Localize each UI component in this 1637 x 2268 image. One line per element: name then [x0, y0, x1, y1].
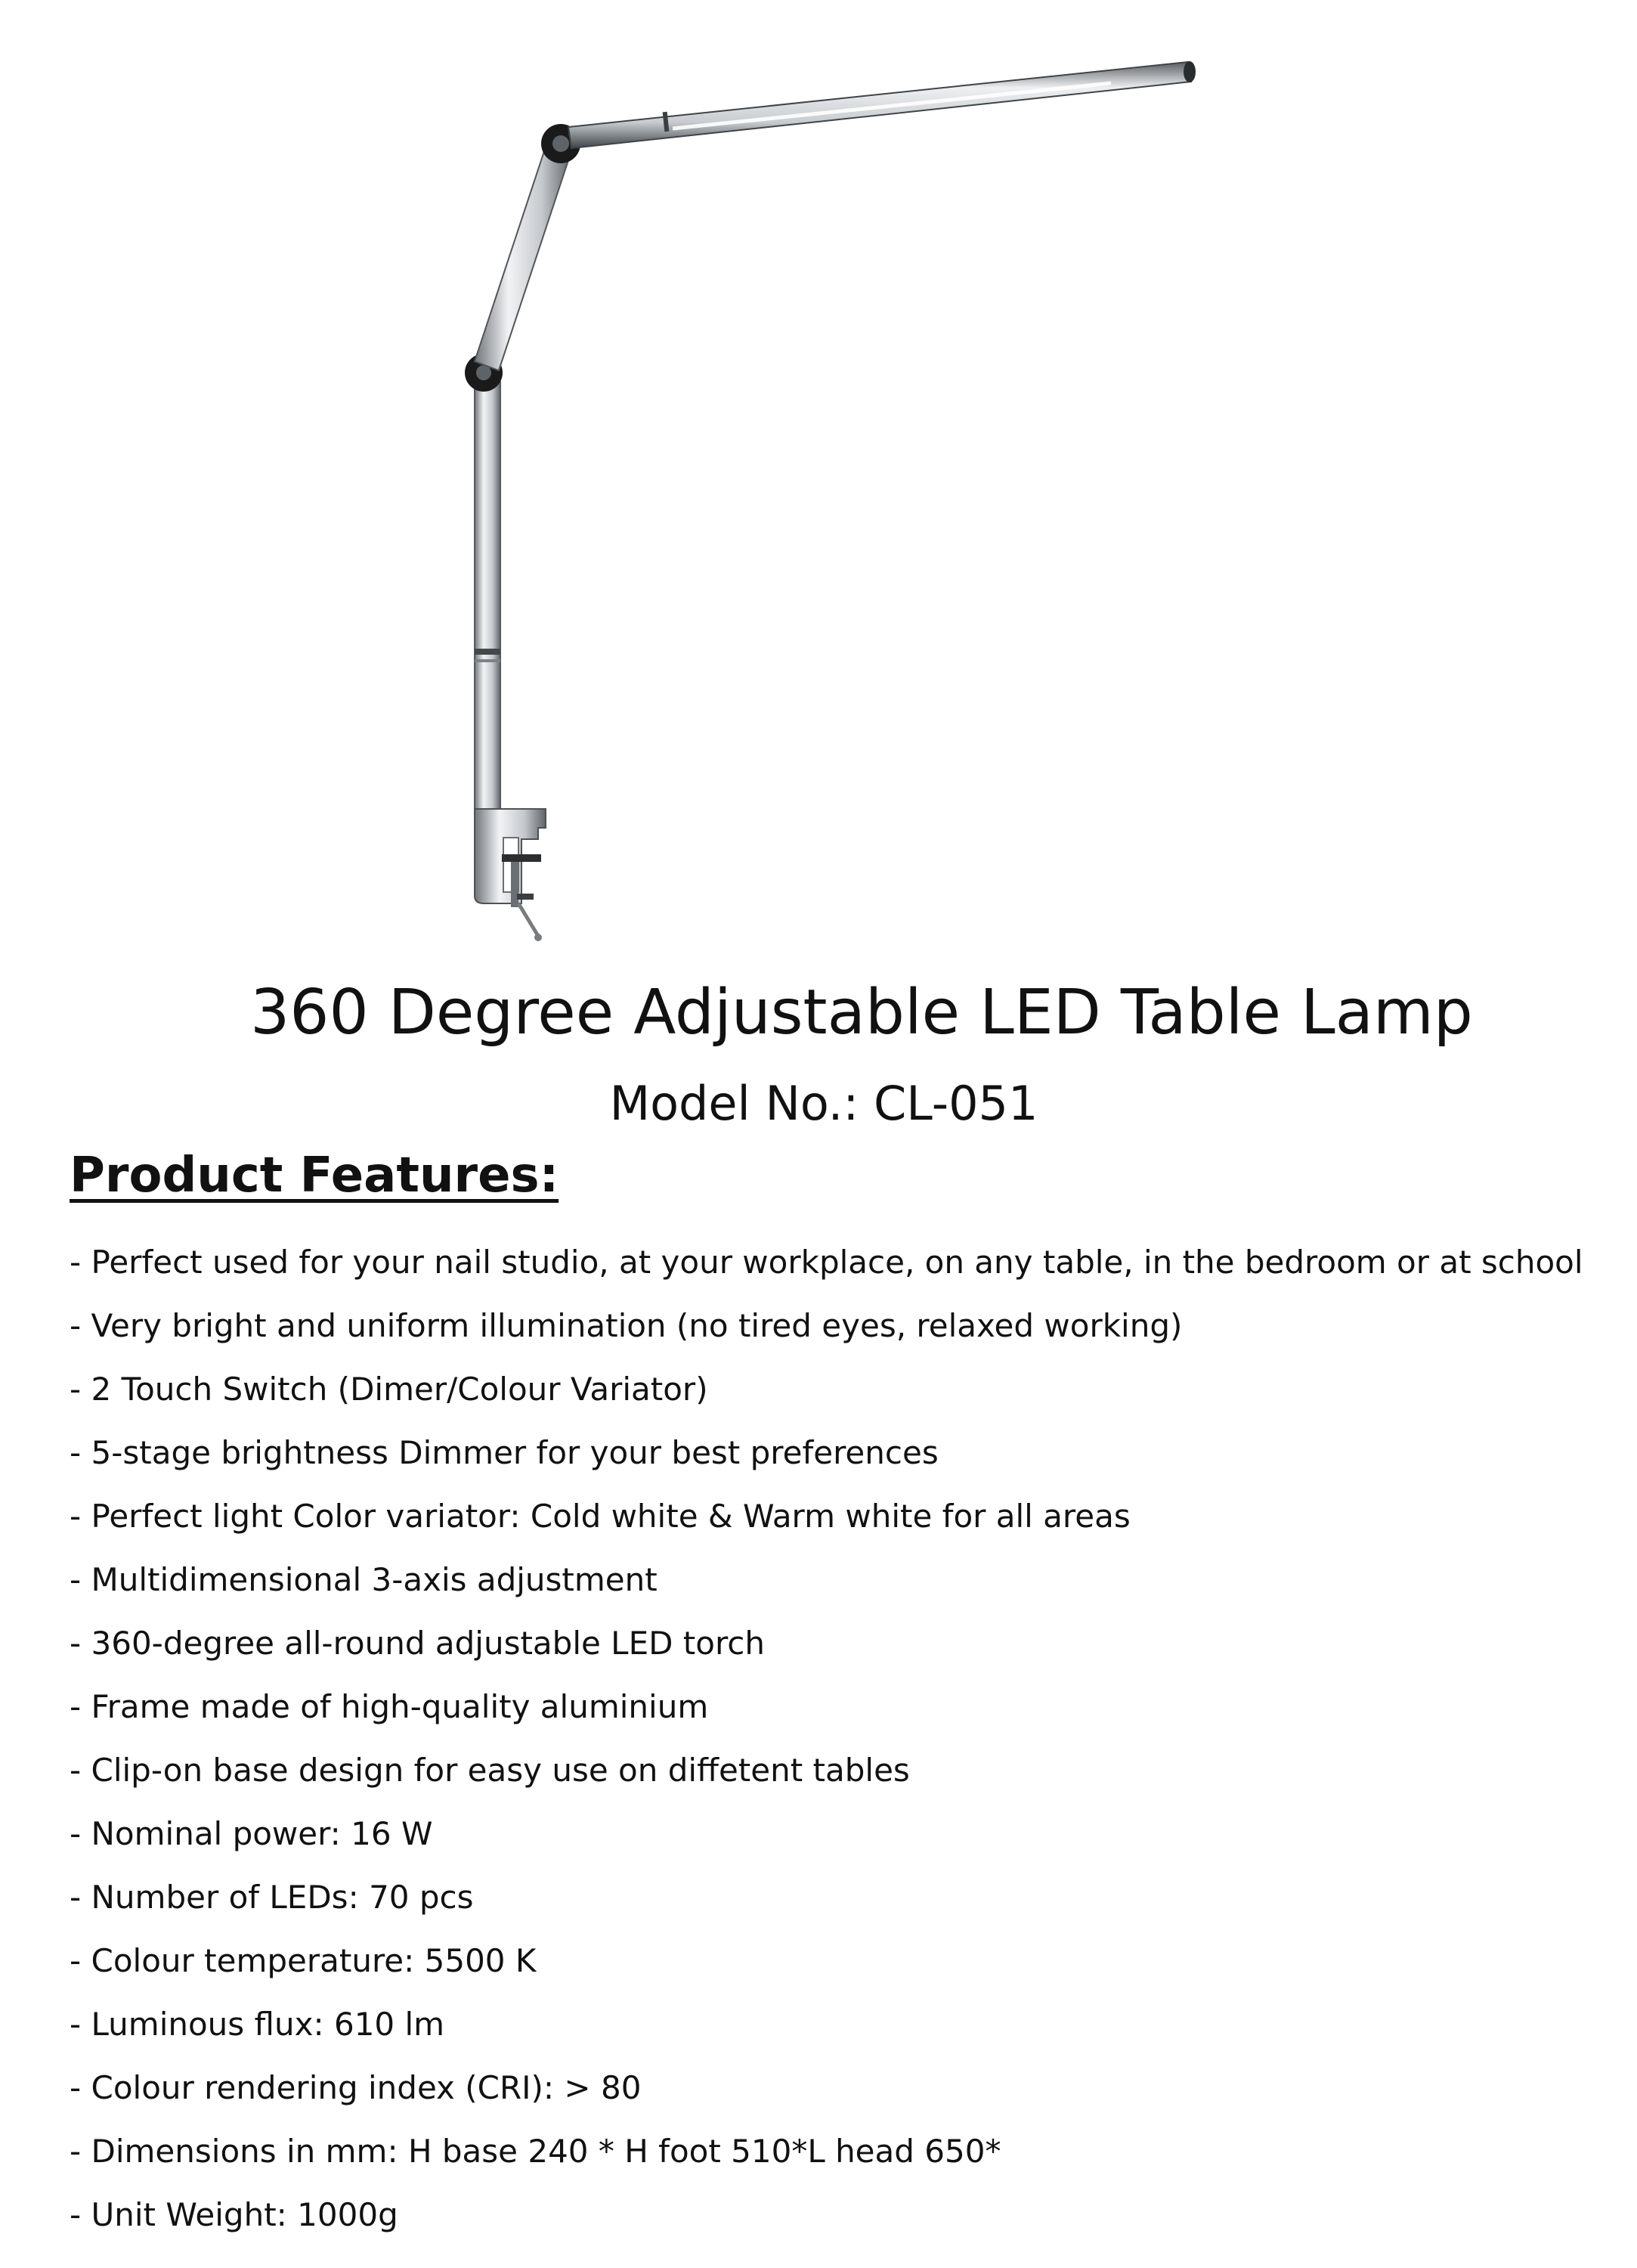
model-number: Model No.: CL-051 — [609, 1076, 1038, 1131]
feature-item: - 5-stage brightness Dimmer for your best preferences — [70, 1434, 939, 1471]
feature-item: - Multidimensional 3-axis adjustment — [70, 1561, 658, 1598]
middle-arm — [475, 142, 571, 370]
feature-item: - Number of LEDs: 70 pcs — [70, 1879, 474, 1916]
clamp-base — [475, 809, 546, 941]
feature-item: - Clip-on base design for easy use on diffetent tables — [70, 1752, 910, 1789]
feature-item: - Perfect light Color variator: Cold white & Warm white for all areas — [70, 1498, 1131, 1535]
feature-item: - 2 Touch Switch (Dimer/Colour Variator) — [70, 1371, 708, 1408]
product-title: 360 Degree Adjustable LED Table Lamp — [250, 977, 1473, 1049]
feature-item: - Frame made of high-quality aluminium — [70, 1688, 709, 1725]
feature-item: - Perfect used for your nail studio, at your workplace, on any table, in the bedroom or at school — [70, 1244, 1583, 1281]
features-list — [70, 1231, 1611, 2247]
feature-item: - Very bright and uniform illumination (no tired eyes, relaxed working) — [70, 1307, 1183, 1344]
lamp-head — [568, 61, 1196, 148]
feature-item: - Colour rendering index (CRI): > 80 — [70, 2069, 642, 2106]
feature-item: - Colour temperature: 5500 K — [70, 1942, 537, 1979]
feature-item: - Dimensions in mm: H base 240 * H foot 510*L head 650* — [70, 2133, 1001, 2170]
features-heading: Product Features: — [70, 1148, 559, 1204]
lamp-post — [475, 382, 500, 813]
feature-item: - Luminous flux: 610 lm — [70, 2006, 445, 2043]
feature-item: - Unit Weight: 1000g — [70, 2196, 398, 2233]
lamp-photo — [0, 0, 1637, 953]
feature-item: - Nominal power: 16 W — [70, 1815, 433, 1852]
feature-item: - 360-degree all-round adjustable LED torch — [70, 1625, 766, 1662]
